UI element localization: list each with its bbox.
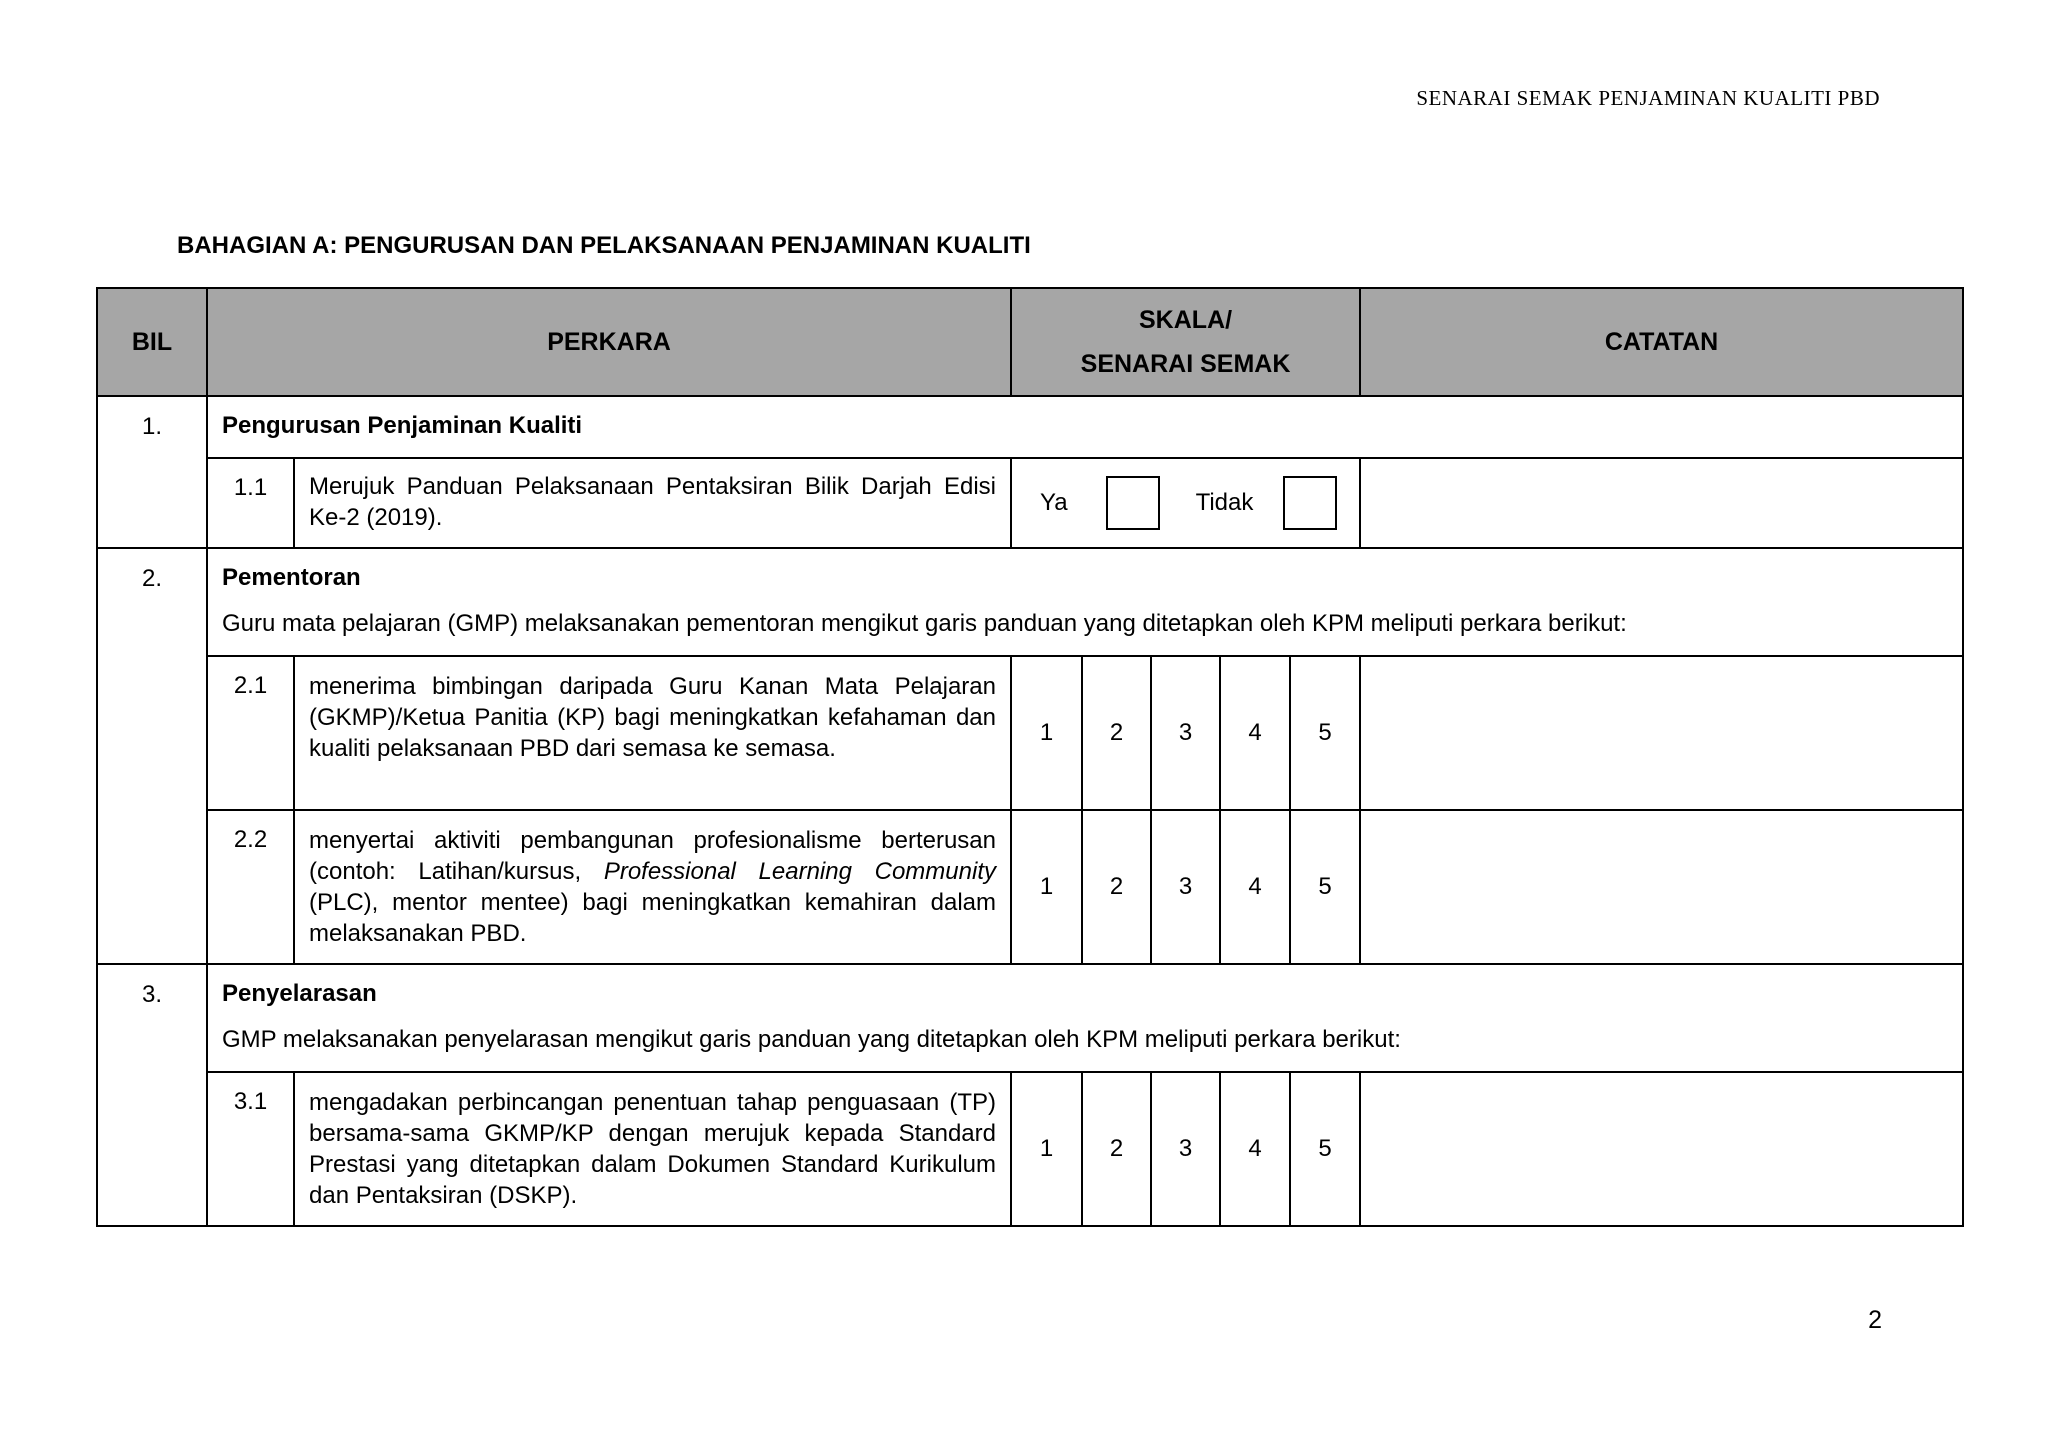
scale-option-3[interactable]: 3 <box>1151 810 1220 964</box>
item-text-italic: Professional Learning Community <box>603 858 996 885</box>
table-row <box>97 810 1963 964</box>
section-row <box>97 548 1963 656</box>
section-row <box>97 396 1963 458</box>
catatan-cell[interactable] <box>1360 656 1963 810</box>
running-header: SENARAI SEMAK PENJAMINAN KUALITI PBD <box>1416 86 1880 110</box>
scale-option-4[interactable]: 4 <box>1220 656 1290 810</box>
scale-option-5[interactable]: 5 <box>1290 810 1360 964</box>
yes-label: Ya <box>1040 489 1068 516</box>
no-checkbox[interactable] <box>1283 476 1337 530</box>
scale-option-4[interactable]: 4 <box>1220 1072 1290 1226</box>
section-heading: Penyelarasan <box>222 980 377 1007</box>
scale-option-2[interactable]: 2 <box>1082 1072 1151 1226</box>
yes-no-cell <box>1011 458 1360 548</box>
catatan-cell[interactable] <box>1360 1072 1963 1226</box>
section-title: BAHAGIAN A: PENGURUSAN DAN PELAKSANAAN PENJAMINAN KUALITI <box>177 232 1031 259</box>
table-row <box>97 458 1963 548</box>
section-title-cell <box>207 396 1963 458</box>
item-number: 3.1 <box>207 1072 294 1226</box>
section-row <box>97 964 1963 1072</box>
section-title-cell <box>207 548 1963 656</box>
section-title-cell <box>207 964 1963 1072</box>
catatan-cell[interactable] <box>1360 810 1963 964</box>
catatan-cell[interactable] <box>1360 458 1963 548</box>
no-label: Tidak <box>1195 489 1254 516</box>
scale-option-3[interactable]: 3 <box>1151 656 1220 810</box>
item-number: 1.1 <box>207 458 294 548</box>
item-text: menerima bimbingan daripada Guru Kanan Mata Pelajaran (GKMP)/Ketua Panitia (KP) bagi meningkatkan kefahaman dan kualiti pelaksanaan PBD dari semasa ke semasa. <box>294 656 1011 810</box>
item-number: 2.2 <box>207 810 294 964</box>
scale-option-5[interactable]: 5 <box>1290 656 1360 810</box>
table-row <box>97 1072 1963 1226</box>
checklist-table <box>96 287 1964 1227</box>
section-description: Guru mata pelajaran (GMP) melaksanakan pementoran mengikut garis panduan yang ditetapkan oleh KPM meliputi perkara berikut: <box>222 610 1627 637</box>
scale-option-2[interactable]: 2 <box>1082 810 1151 964</box>
header-catatan: CATATAN <box>1360 288 1963 396</box>
section-number: 1. <box>97 396 207 548</box>
scale-option-1[interactable]: 1 <box>1011 810 1082 964</box>
header-perkara: PERKARA <box>207 288 1011 396</box>
header-skala <box>1011 288 1360 396</box>
item-number: 2.1 <box>207 656 294 810</box>
scale-option-1[interactable]: 1 <box>1011 656 1082 810</box>
section-number: 3. <box>97 964 207 1226</box>
item-text-part: (PLC), mentor mentee) bagi meningkatkan kemahiran dalam melaksanakan PBD. <box>309 889 996 947</box>
item-text <box>294 810 1011 964</box>
page-number: 2 <box>1868 1306 1882 1334</box>
scale-option-3[interactable]: 3 <box>1151 1072 1220 1226</box>
section-heading: Pementoran <box>222 564 361 591</box>
section-heading: Pengurusan Penjaminan Kualiti <box>222 412 583 439</box>
scale-option-5[interactable]: 5 <box>1290 1072 1360 1226</box>
table-header-row <box>97 288 1963 396</box>
header-skala-line1: SKALA/ <box>1138 306 1233 334</box>
table-row <box>97 656 1963 810</box>
scale-option-4[interactable]: 4 <box>1220 810 1290 964</box>
yes-checkbox[interactable] <box>1106 476 1160 530</box>
scale-option-1[interactable]: 1 <box>1011 1072 1082 1226</box>
section-description: GMP melaksanakan penyelarasan mengikut garis panduan yang ditetapkan oleh KPM meliputi perkara berikut: <box>222 1026 1401 1053</box>
header-skala-line2: SENARAI SEMAK <box>1080 350 1291 378</box>
item-text: mengadakan perbincangan penentuan tahap penguasaan (TP) bersama-sama GKMP/KP dengan merujuk kepada Standard Prestasi yang ditetapkan dalam Dokumen Standard Kurikulum dan Pentaksiran (DSKP). <box>294 1072 1011 1226</box>
item-text: Merujuk Panduan Pelaksanaan Pentaksiran Bilik Darjah Edisi Ke-2 (2019). <box>294 458 1011 548</box>
section-number: 2. <box>97 548 207 964</box>
item-text-part: menyertai aktiviti pembangunan profesionalisme berterusan (contoh: Latihan/kursus, <box>309 827 996 885</box>
scale-option-2[interactable]: 2 <box>1082 656 1151 810</box>
header-bil: BIL <box>97 288 207 396</box>
